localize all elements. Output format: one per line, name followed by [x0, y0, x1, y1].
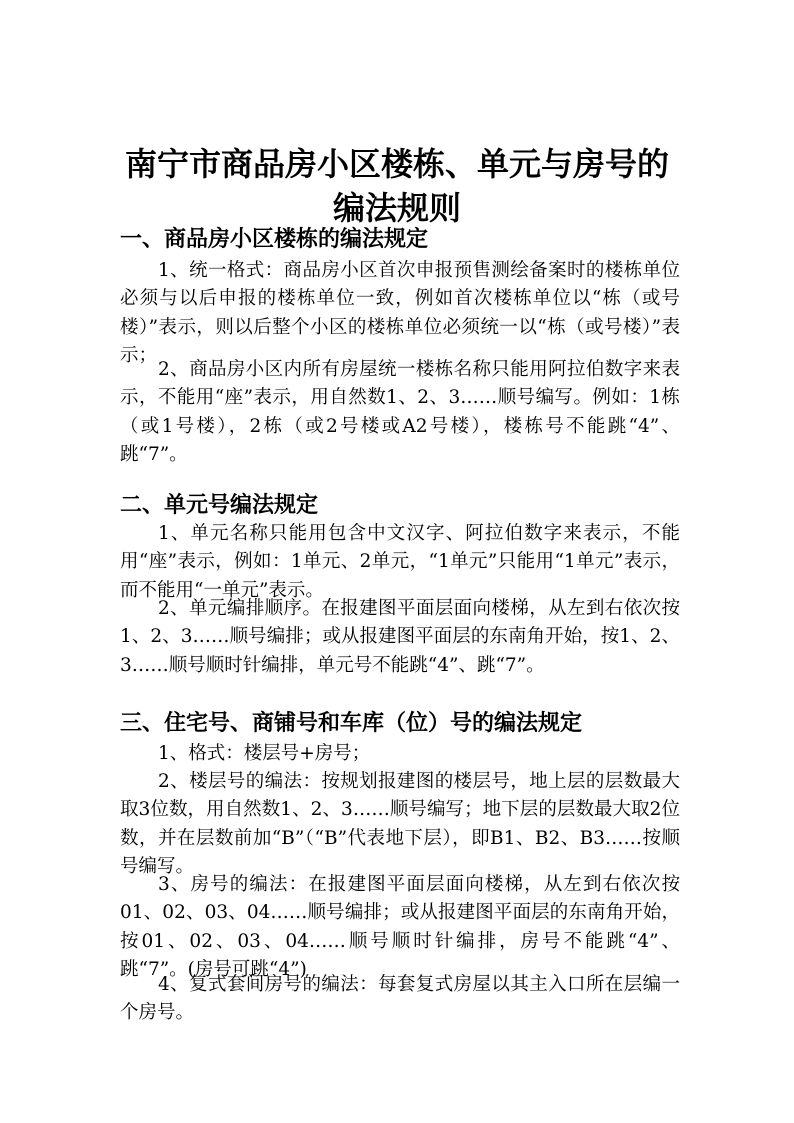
section-3-paragraph-3: 3、房号的编法：在报建图平面层面向楼梯，从左到右依次按01、02、03、04……顺号编排；或从报建图平面层的东南角开始，按01、02、03、04……顺号顺时针编排，房号不能跳“4”、跳“7”。(房号可跳“4”)	[120, 874, 680, 981]
document-title-line-1: 南宁市商品房小区楼栋、单元与房号的	[124, 145, 669, 183]
section-1-paragraph-1: 1、统一格式：商品房小区首次申报预售测绘备案时的楼栋单位必须与以后申报的楼栋单位一致，例如首次楼栋单位以“栋（或号楼）”表示，则以后整个小区的楼栋单位必须统一以“栋（或号楼）”表示；	[120, 260, 680, 367]
section-2-paragraph-1: 1、单元名称只能用包含中文汉字、阿拉伯数字来表示，不能用“座”表示，例如：1单元、2单元，“1单元”只能用“1单元”表示，而不能用“一单元”表示。	[120, 523, 680, 601]
section-2-paragraph-2: 2、单元编排顺序。在报建图平面层面向楼梯，从左到右依次按1、2、3……顺号编排；或从报建图平面层的东南角开始，按1、2、3……顺号顺时针编排，单元号不能跳“4”、跳“7”。	[120, 598, 680, 676]
section-2-heading: 二、单元号编法规定	[120, 492, 319, 518]
section-1-heading: 一、商品房小区楼栋的编法规定	[120, 226, 429, 252]
section-1-paragraph-2: 2、商品房小区内所有房屋统一楼栋名称只能用阿拉伯数字来表示，不能用“座”表示，用自然数1、2、3……顺号编写。例如：1栋（或1号楼），2栋（或2号楼或A2号楼），楼栋号不能跳“4”、跳“7”。	[120, 359, 680, 466]
section-3-paragraph-4: 4、复式套间房号的编法：每套复式房屋以其主入口所在层编一个房号。	[120, 974, 680, 1024]
section-3-paragraph-1: 1、格式：楼层号+房号；	[158, 743, 371, 764]
section-3-paragraph-2: 2、楼层号的编法：按规划报建图的楼层号，地上层的层数最大取3位数，用自然数1、2、3……顺号编写；地下层的层数最大取2位数，并在层数前加“B”（“B”代表地下层），即B1、B2、B3……按顺号编写。	[120, 771, 680, 878]
document-title-line-2: 编法规则	[332, 189, 461, 227]
section-3-heading: 三、住宅号、商铺号和车库（位）号的编法规定	[120, 710, 583, 736]
